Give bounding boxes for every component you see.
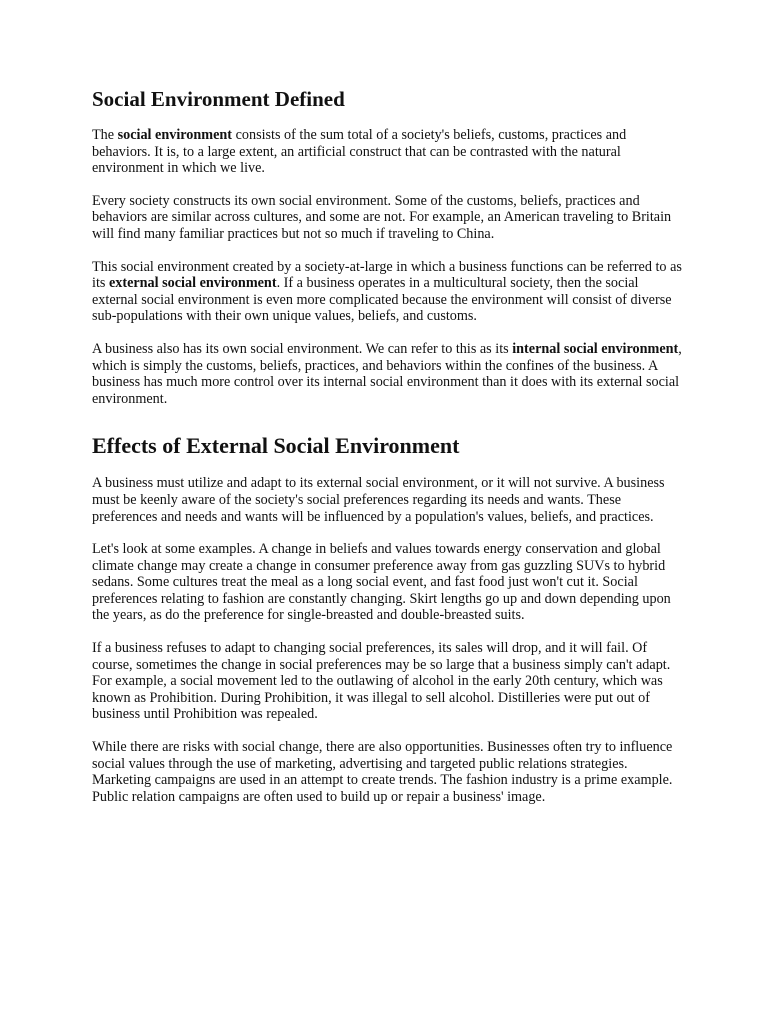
paragraph-text: A business also has its own social environment. We can refer to this as its	[92, 340, 513, 357]
section-title-social-environment-defined: Social Environment Defined	[92, 87, 345, 111]
paragraph: Let's look at some examples. A change in beliefs and values towards energy conservation and global climate change may create a change in consumer preference away from gas guzzling SUVs to hybrid sedans. Some cultures treat the meal as a long social event, and fast food just won't cut it. Social preferences relating to fashion are constantly changing. Skirt lengths go up and down depending upon the years, as do the preference for single-breasted and double-breasted suits.	[92, 541, 671, 624]
document-page	[92, 86, 686, 821]
paragraph-text: This social environment created by a society-at-large in which a business functions can be referred to as its	[92, 258, 682, 292]
paragraph-text: . If a business operates in a multicultural society, then the social external social environment is even more complicated because the environment will consist of diverse sub-populations with their own unique values, beliefs, and customs.	[92, 275, 672, 325]
paragraph: Every society constructs its own social environment. Some of the customs, beliefs, practices and behaviors are similar across cultures, and some are not. For example, an American traveling to Britain will find many familiar practices but not so much if traveling to China.	[92, 192, 672, 242]
paragraph-text: The	[92, 127, 118, 143]
paragraph: A business must utilize and adapt to its external social environment, or it will not survive. A business must be keenly aware of the society's social preferences regarding its needs and wants. These preferences and needs and wants will be influenced by a population's values, beliefs, and practices.	[92, 475, 665, 525]
bold-term: external social environment	[108, 275, 277, 292]
paragraph: If a business refuses to adapt to changing social preferences, its sales will drop, and it will fail. Of course, sometimes the change in social preferences may be so large that a business simply can't adapt. For example, a social movement led to the outlawing of alcohol in the early 20th century, which was known as Prohibition. During Prohibition, it was illegal to sell alcohol. Distilleries were put out of business until Prohibition was repealed.	[92, 640, 671, 723]
paragraph-text: consists of the sum total of a society's beliefs, customs, practices and behaviors. It is, to a large extent, an artificial construct that can be contrasted with the natural environment in which we live.	[92, 127, 627, 177]
paragraph	[92, 259, 686, 325]
paragraph	[92, 341, 686, 407]
bold-term: internal social environment	[512, 340, 679, 357]
paragraph	[92, 127, 686, 177]
paragraph: While there are risks with social change, there are also opportunities. Businesses often try to influence social values through the use of marketing, advertising and targeted public relations strategies. Marketing campaigns are used in an attempt to create trends. The fashion industry is a prime example. Public relation campaigns are often used to build up or repair a business' image.	[92, 739, 673, 805]
paragraph-text: , which is simply the customs, beliefs, practices, and behaviors within the confines of the business. A business has much more control over its internal social environment than it does with its external social environment.	[92, 340, 682, 407]
section-title-effects-of-external-social-environment: Effects of External Social Environment	[92, 433, 460, 459]
bold-term: social environment	[117, 127, 233, 143]
